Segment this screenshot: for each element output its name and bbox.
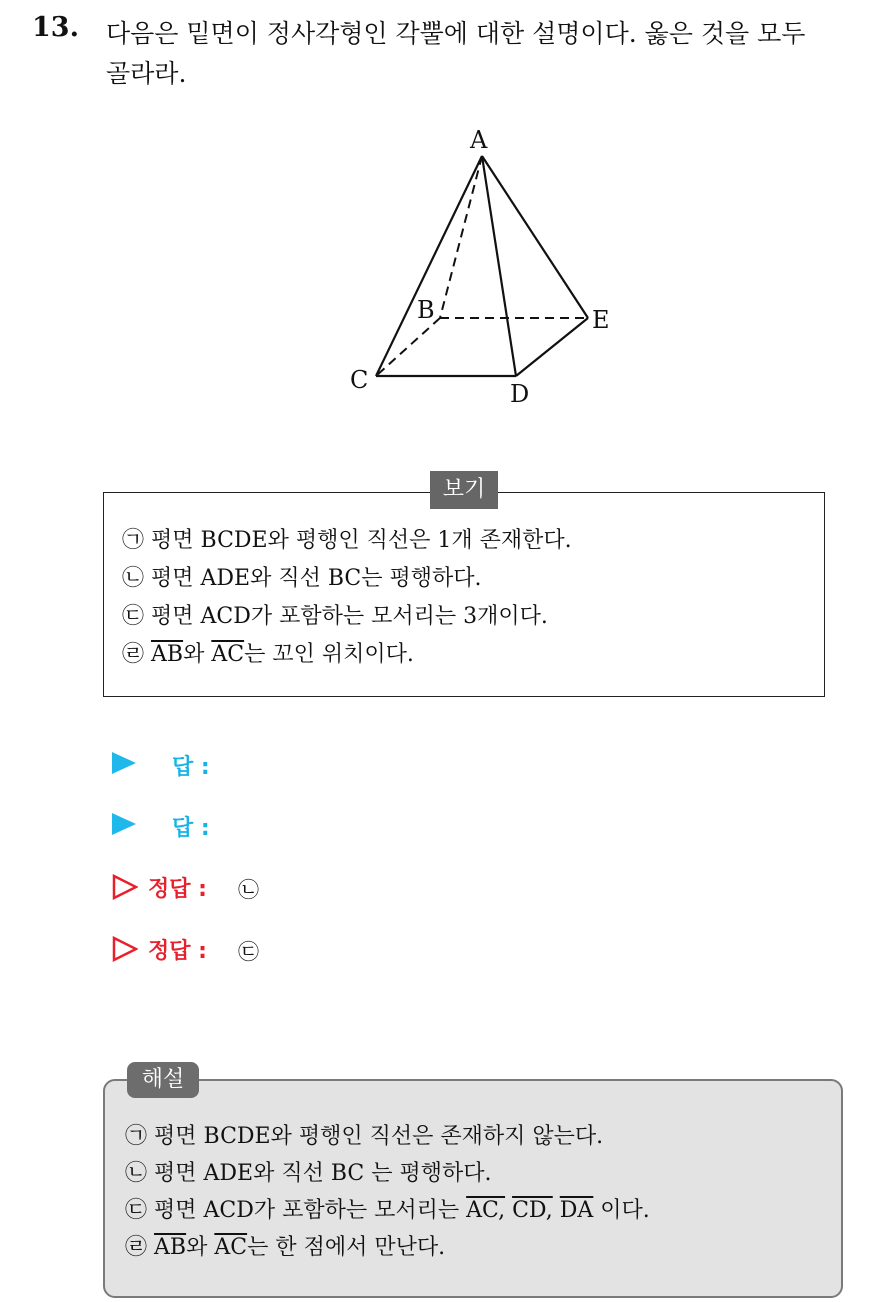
edge-AD bbox=[482, 156, 516, 376]
example-item-3 bbox=[122, 599, 548, 630]
item-text: 평면 ACD가 포함하는 모서리는 bbox=[154, 1198, 460, 1223]
item-marker: ㉣ bbox=[125, 1235, 148, 1260]
vertex-label-C: C bbox=[350, 366, 369, 394]
question-text-line1: 다음은 밑면이 정사각형인 각뿔에 대한 설명이다. 옳은 것을 모두 bbox=[106, 19, 806, 48]
play-arrow-icon bbox=[112, 813, 136, 835]
question-number: 13. bbox=[32, 12, 79, 43]
segment-CD: CD, bbox=[512, 1198, 553, 1223]
item-text-end: 이다. bbox=[600, 1198, 650, 1223]
pyramid-figure bbox=[340, 118, 630, 418]
item-connector: 와 bbox=[186, 1235, 208, 1260]
correct-answer-label-2: 정답 : bbox=[148, 939, 207, 964]
edge-BC-hidden bbox=[376, 318, 440, 376]
vertex-label-E: E bbox=[592, 306, 610, 334]
solution-item-2 bbox=[125, 1156, 492, 1187]
segment-DA: $\overline{DA}$ bbox=[559, 1198, 594, 1223]
edge-AC bbox=[376, 156, 482, 376]
item-text: 평면 ACD가 포함하는 모서리는 3개이다. bbox=[151, 604, 548, 629]
solution-item-4 bbox=[125, 1230, 445, 1261]
example-item-1 bbox=[122, 523, 572, 554]
vertex-label-B: B bbox=[417, 296, 435, 324]
item-marker: ㉢ bbox=[122, 604, 145, 629]
item-marker: ㉠ bbox=[122, 528, 145, 553]
item-text: 평면 ADE와 직선 BC 는 평행하다. bbox=[154, 1161, 492, 1186]
example-item-4 bbox=[122, 637, 414, 668]
item-text: 는 한 점에서 만난다. bbox=[247, 1235, 446, 1260]
segment-AB: $\overline{AB}$ bbox=[151, 642, 184, 667]
answer-label-2: 답 : bbox=[172, 816, 210, 841]
solution-item-1 bbox=[125, 1119, 603, 1150]
vertex-label-A: A bbox=[470, 126, 488, 154]
segment-AB: $\overline{AB}$ bbox=[154, 1235, 187, 1260]
vertex-label-D: D bbox=[510, 380, 530, 408]
outline-arrow-icon bbox=[112, 874, 138, 900]
segment-AC: $\overline{AC}$ bbox=[211, 642, 245, 667]
example-box-title: 보기 bbox=[430, 471, 498, 509]
solution-item-3 bbox=[125, 1193, 650, 1224]
correct-answer-value-1: ㉡ bbox=[238, 878, 259, 902]
item-connector: 와 bbox=[183, 642, 205, 667]
solution-title: 해설 bbox=[127, 1062, 199, 1098]
question-text-line2: 골라라. bbox=[106, 59, 187, 88]
example-item-2 bbox=[122, 561, 482, 592]
play-arrow-icon bbox=[112, 752, 136, 774]
item-marker: ㉠ bbox=[125, 1124, 148, 1149]
correct-answer-value-2: ㉢ bbox=[238, 940, 259, 964]
item-text: 평면 ADE와 직선 BC는 평행하다. bbox=[151, 566, 482, 591]
edge-AB-hidden bbox=[440, 156, 482, 318]
item-marker: ㉢ bbox=[125, 1198, 148, 1223]
solution-box bbox=[103, 1079, 843, 1298]
item-text: 평면 BCDE와 평행인 직선은 1개 존재한다. bbox=[151, 528, 572, 553]
segment-AC: $\overline{AC}$ bbox=[214, 1235, 248, 1260]
answer-label-1: 답 : bbox=[172, 755, 210, 780]
item-text: 는 꼬인 위치이다. bbox=[244, 642, 414, 667]
edge-DE bbox=[516, 318, 588, 376]
item-marker: ㉣ bbox=[122, 642, 145, 667]
item-marker: ㉡ bbox=[125, 1161, 148, 1186]
item-text: 평면 BCDE와 평행인 직선은 존재하지 않는다. bbox=[154, 1124, 604, 1149]
correct-answer-label-1: 정답 : bbox=[148, 877, 207, 902]
outline-arrow-icon bbox=[112, 936, 138, 962]
item-marker: ㉡ bbox=[122, 566, 145, 591]
edge-AE bbox=[482, 156, 588, 318]
segment-AC: AC, bbox=[466, 1198, 506, 1223]
